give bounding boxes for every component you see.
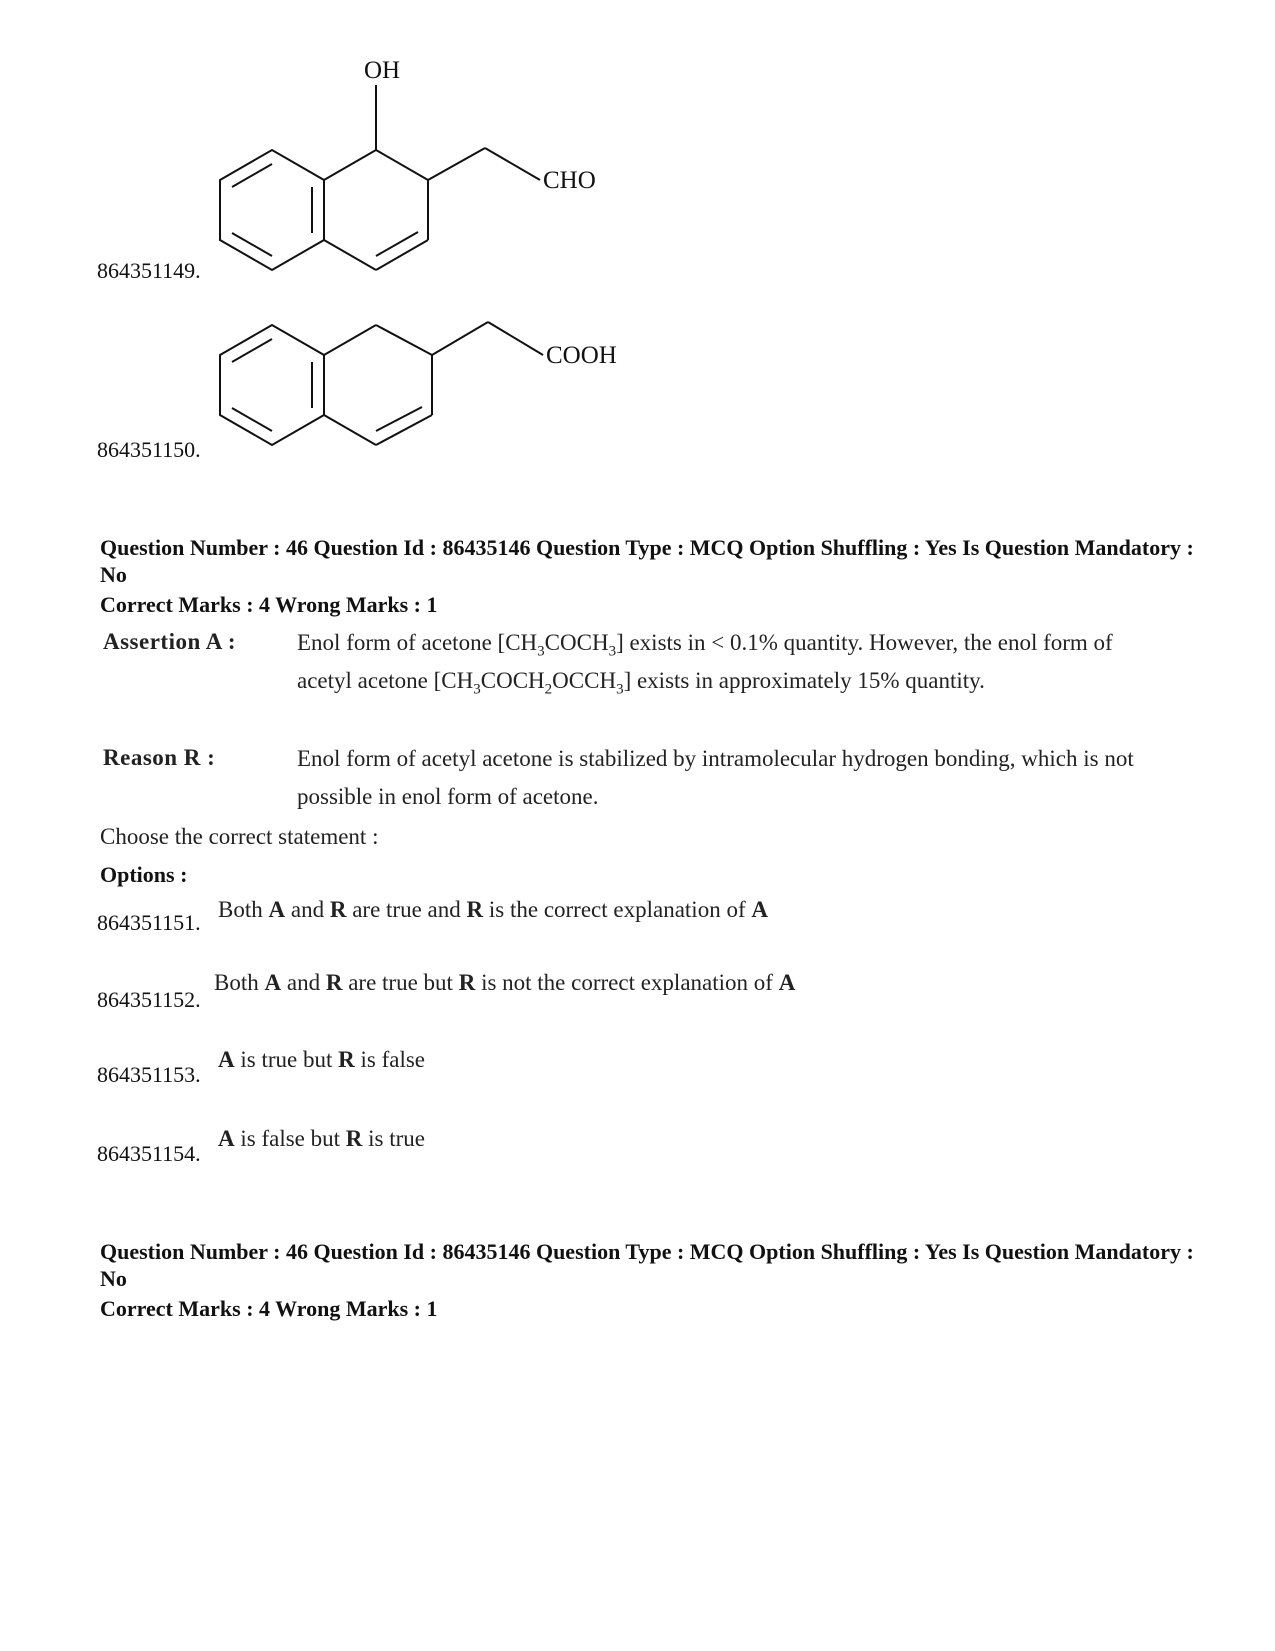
option-text[interactable]: Both A and R are true but R is not the correct explanation of A — [214, 970, 796, 995]
reason-label: Reason R : — [103, 745, 216, 770]
structure-carboxylic-acid — [210, 300, 640, 475]
option-text[interactable]: Both A and R are true and R is the correct explanation of A — [218, 897, 768, 922]
option-id: 864351151. — [97, 910, 201, 935]
oh-label: OH — [364, 57, 401, 84]
assertion-text: Enol form of acetone $[CH_3COCH_3]$ exists in < 0.1% quantity. However, the enol form of acetyl acetone $[CH_3COCH_2OCCH_3]$ exists in approximately 15% quantity. — [297, 630, 1113, 698]
question-prompt: Choose the correct statement : — [100, 824, 379, 849]
option-id: 864351154. — [97, 1141, 201, 1166]
option-id: 864351152. — [97, 987, 201, 1012]
option-id: 864351149. — [97, 258, 201, 283]
cho-label: CHO — [543, 167, 596, 194]
question-marks: Correct Marks : 4 Wrong Marks : 1 — [100, 592, 438, 617]
option-text[interactable]: A is false but R is true — [218, 1126, 426, 1151]
assertion-label: Assertion A : — [103, 629, 236, 654]
option-text[interactable]: A is true but R is false — [218, 1047, 426, 1072]
structure-hydroxy-aldehyde — [210, 50, 630, 295]
reason-text: Enol form of acetyl acetone is stabilized by intramolecular hydrogen bonding, which is not possible in enol form of acetone. — [297, 746, 1134, 809]
next-question-header: Question Number : 46 Question Id : 86435146 Question Type : MCQ Option Shuffling : Yes Is Question Mandatory : No — [100, 1239, 1194, 1291]
cooh-label: COOH — [546, 342, 617, 369]
question-header: Question Number : 46 Question Id : 86435146 Question Type : MCQ Option Shuffling : Yes Is Question Mandatory : No — [100, 535, 1194, 587]
next-question-marks: Correct Marks : 4 Wrong Marks : 1 — [100, 1296, 438, 1321]
options-label: Options : — [100, 862, 188, 887]
option-id: 864351153. — [97, 1062, 201, 1087]
option-id: 864351150. — [97, 437, 201, 462]
